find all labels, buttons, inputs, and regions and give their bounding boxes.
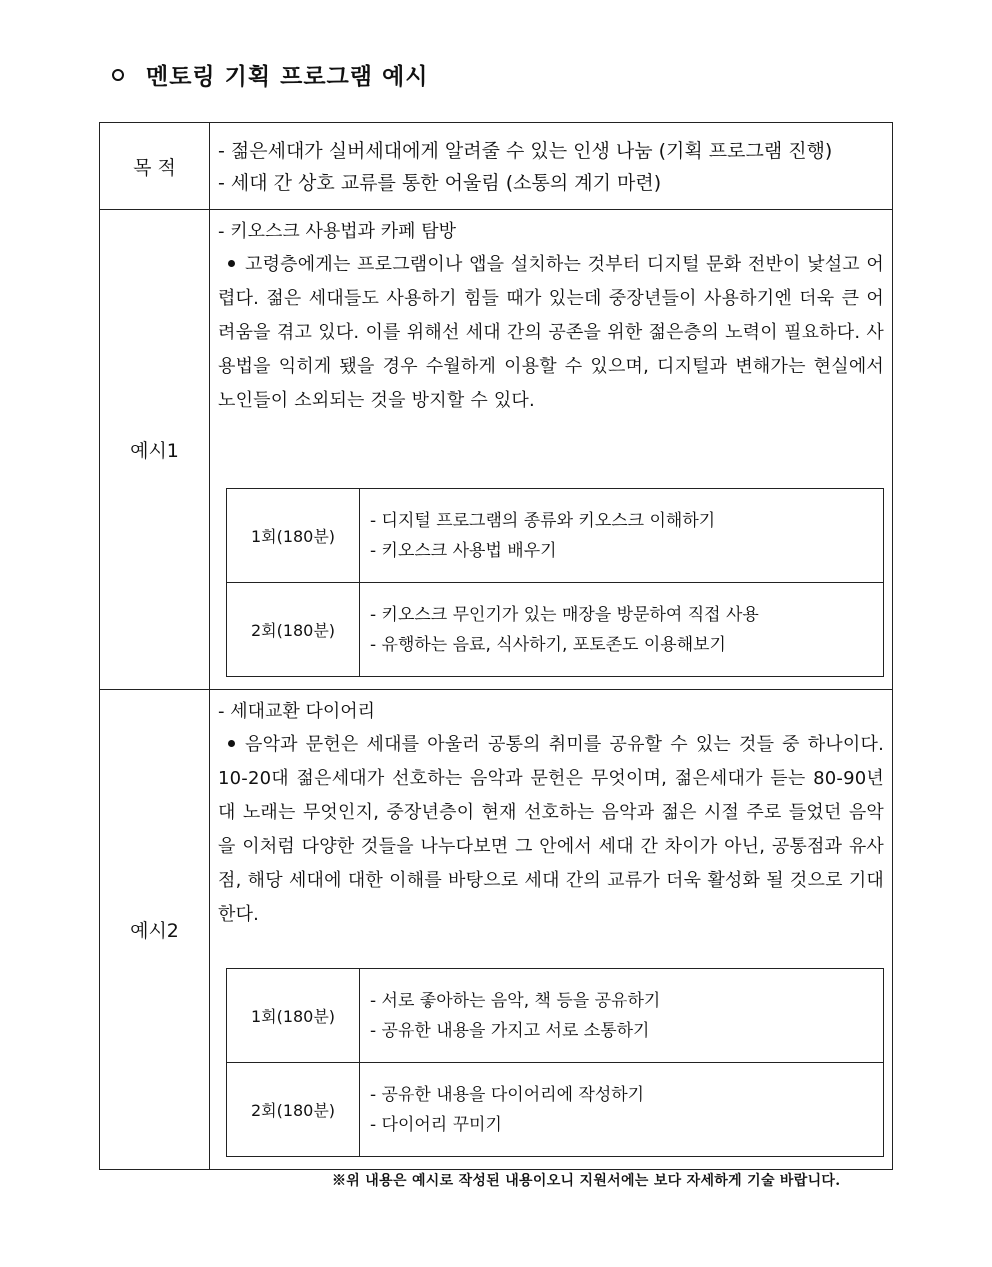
- example-content: [210, 210, 893, 690]
- example-content: [210, 690, 893, 1170]
- purpose-line: - 세대 간 상호 교류를 통한 어울림 (소통의 계기 마련): [218, 172, 662, 194]
- session-item: - 공유한 내용을 가지고 서로 소통하기: [370, 1020, 650, 1041]
- session-table: [226, 968, 884, 1157]
- session-item: - 키오스크 무인기가 있는 매장을 방문하여 직접 사용: [370, 604, 759, 625]
- purpose-row: [100, 123, 893, 210]
- purpose-label: 목 적: [100, 123, 210, 210]
- session-item: - 키오스크 사용법 배우기: [370, 540, 557, 561]
- example-row: [100, 210, 893, 690]
- page-title: [112, 58, 428, 91]
- example-subtitle: - 세대교환 다이어리: [218, 701, 376, 722]
- example-description: [218, 728, 884, 968]
- session-item: - 다이어리 꾸미기: [370, 1114, 502, 1135]
- session-item: - 디지털 프로그램의 종류와 키오스크 이해하기: [370, 510, 716, 531]
- session-label: 2회(180분): [227, 583, 360, 677]
- example-label: 예시2: [100, 690, 210, 1170]
- session-row: [227, 489, 884, 583]
- session-label: 2회(180분): [227, 1063, 360, 1157]
- purpose-content: [210, 123, 893, 210]
- session-content: [360, 1063, 884, 1157]
- session-label: 1회(180분): [227, 489, 360, 583]
- example-row: [100, 690, 893, 1170]
- description-text: 고령층에게는 프로그램이나 앱을 설치하는 것부터 디지털 문화 전반이 낯설고 어렵다. 젊은 세대들도 사용하기 힘들 때가 있는데 중장년들이 사용하기엔 더욱 큰 어려움을 겪고 있다. 이를 위해선 세대 간의 공존을 위한 젊은층의 노력이 필요하다. 사용법을 익히게 됐을 경우 수월하게 이용할 수 있으며, 디지털과 변해가는 현실에서 노인들이 소외되는 것을 방지할 수 있다.: [218, 254, 884, 411]
- example-label: 예시1: [100, 210, 210, 690]
- session-row: [227, 583, 884, 677]
- bullet-dot-icon: [228, 260, 235, 267]
- circle-bullet-icon: [112, 69, 124, 81]
- page-title-text: 멘토링 기획 프로그램 예시: [146, 63, 429, 90]
- example-description: [218, 248, 884, 488]
- purpose-line: - 젊은세대가 실버세대에게 알려줄 수 있는 인생 나눔 (기획 프로그램 진행): [218, 140, 833, 162]
- session-label: 1회(180분): [227, 969, 360, 1063]
- session-item: - 공유한 내용을 다이어리에 작성하기: [370, 1084, 645, 1105]
- session-item: - 유행하는 음료, 식사하기, 포토존도 이용해보기: [370, 634, 726, 655]
- example-subtitle: - 키오스크 사용법과 카페 탐방: [218, 221, 457, 242]
- session-row: [227, 1063, 884, 1157]
- bullet-dot-icon: [228, 740, 235, 747]
- session-item: - 서로 좋아하는 음악, 책 등을 공유하기: [370, 990, 661, 1011]
- footer-note: ※위 내용은 예시로 작성된 내용이오니 지원서에는 보다 자세하게 기술 바랍니다.: [332, 1173, 841, 1189]
- session-content: [360, 489, 884, 583]
- program-table: [99, 122, 893, 1170]
- session-table: [226, 488, 884, 677]
- session-content: [360, 583, 884, 677]
- description-text: 음악과 문헌은 세대를 아울러 공통의 취미를 공유할 수 있는 것들 중 하나이다. 10-20대 젊은세대가 선호하는 음악과 문헌은 무엇이며, 젊은세대가 듣는 80-90년대 노래는 무엇인지, 중장년층이 현재 선호하는 음악과 젊은 시절 주로 들었던 음악을 이처럼 다양한 것들을 나누다보면 그 안에서 세대 간 차이가 아닌, 공통점과 유사점, 해당 세대에 대한 이해를 바탕으로 세대 간의 교류가 더욱 활성화 될 것으로 기대한다.: [218, 734, 884, 925]
- session-content: [360, 969, 884, 1063]
- session-row: [227, 969, 884, 1063]
